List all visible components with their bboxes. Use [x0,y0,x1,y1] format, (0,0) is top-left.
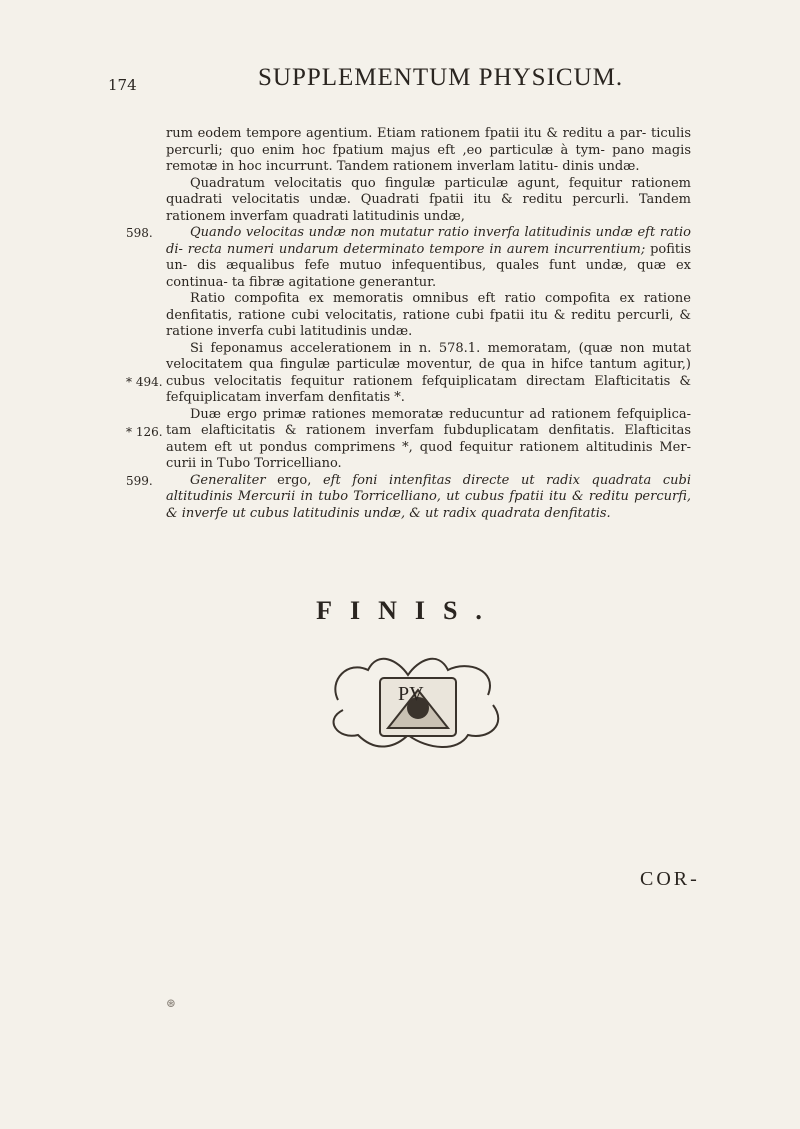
paragraph [166,126,691,176]
paragraph [126,472,691,523]
page-header [108,62,698,102]
body-text [126,126,691,522]
paragraph [166,176,691,226]
paragraph-lead-italic: Quando velocitas undæ non mutatur ratio inverfa latitudinis undæ eft ratio di- recta numeri undarum determinato tempore in aurem incurrentium; [166,225,691,257]
margin-section-number: 598. [126,226,153,240]
paragraph-text: rum eodem tempore agentium. Etiam rationem fpatii itu & reditu a par- ticulis percurli; quo enim hoc fpatium majus eft ,eo particulæ à tym- pano magis remotæ in hoc incurrunt. Tandem rationem inverlam latitu- dinis undæ. [166,126,691,174]
running-head: SUPPLEMENTUM PHYSICUM. [258,64,624,91]
paragraph [126,406,691,473]
page-stain-icon: ⊛ [166,996,177,1010]
catchword: COR- [640,868,700,890]
paragraph-text: ergo, [265,472,323,488]
paragraph-text: Ratio compofita ex memoratis omnibus eft ratio compofita ex ratione denfitatis, ratione cubi velocitatis, ratione cubi fpatii itu & reditu percurli, & ratione inverfa cubi latitudinis undæ. [166,291,691,339]
ornament-initials: PV [398,683,424,705]
paragraph [166,291,691,341]
paragraph [126,340,691,407]
paragraph-lead-italic: Generaliter [190,472,266,488]
paragraph-text: pofitis un- dis æqualibus fefe mutuo infequentibus, quales funt undæ, quæ ex continua- ta fibræ agitatione generantur. [166,241,691,290]
printer-ornament-icon [318,640,518,768]
margin-reference: * 126. [126,424,163,439]
finis-heading: FINIS. [316,596,500,625]
paragraph-text: Quadratum velocitatis quo fingulæ particulæ agunt, fequitur rationem quadrati velocitatis undæ. Quadrati fpatii itu & reditu percurli. Tandem rationem inverfam quadrati latitudinis undæ, [166,175,691,224]
page-number: 174 [108,76,137,94]
paragraph-text: Si feponamus accelerationem in n. 578.1. memoratam, (quæ non mutat velocitatem qua fingulæ particulæ moventur, de qua in hifce tantum agitur,) cubus velocitatis fequitur rationem fefquiplicatam directam Elafticitatis & fefquiplicatam inverfam denfitatis *. [166,340,691,405]
margin-section-number: 599. [126,473,153,488]
paragraph-text: Duæ ergo primæ rationes memoratæ reducuntur ad rationem fefquiplica- tam elafticitatis & rationem inverfam fubduplicatam denfitatis. Elafticitas autem eft ut pondus comprimens *, quod fequitur rationem altitudinis Mer- curii in Tubo Torricelliano. [166,406,691,471]
margin-reference: * 494. [126,374,163,389]
paragraph-italic: eft foni intenfitas directe ut radix quadrata cubi altitudinis Mercurii in tubo Torricelliano, ut cubus fpatii itu & reditu percurfi, & inverfe ut cubus latitudinis undæ, & ut radix quadrata denfitatis. [166,472,691,521]
paragraph [126,225,691,291]
